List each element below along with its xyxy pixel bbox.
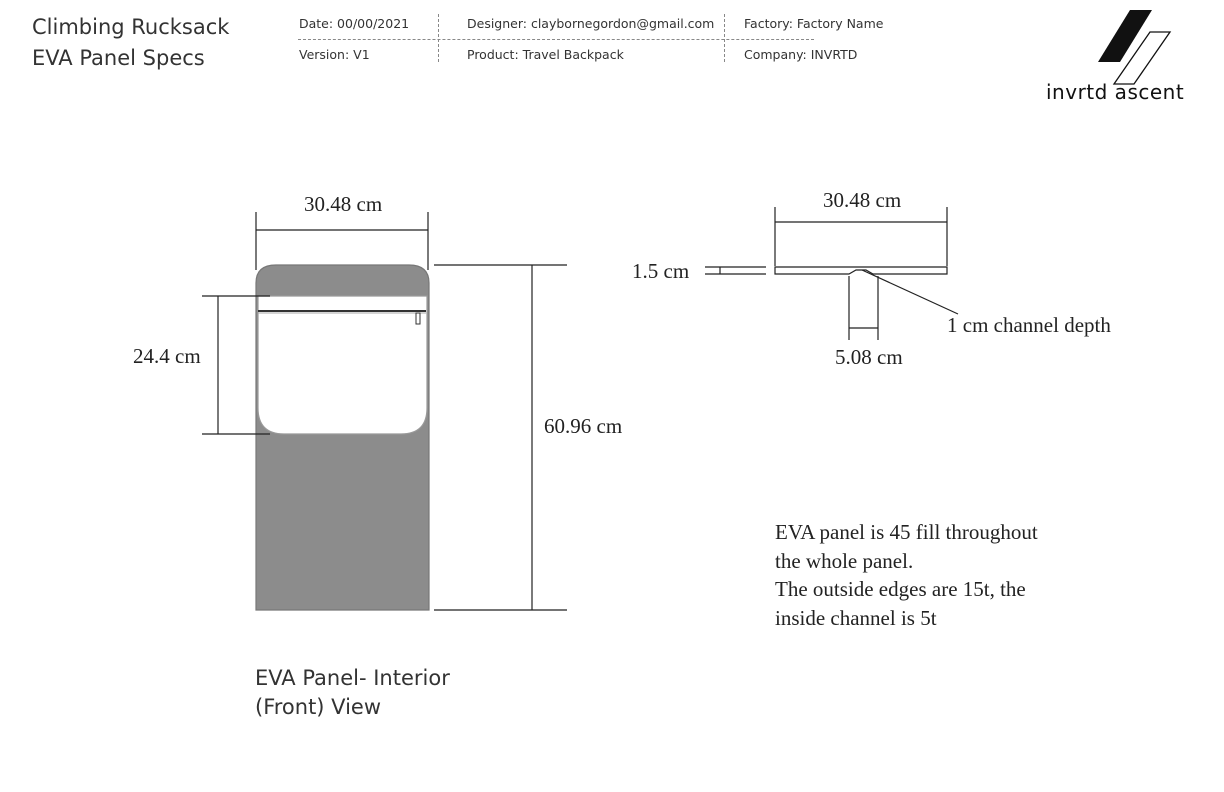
title-line-2: EVA Panel Specs [32, 46, 205, 70]
note-line-4: inside channel is 5t [775, 605, 937, 630]
date-field: Date: 00/00/2021 [299, 16, 410, 31]
logo-text: invrtd ascent [1046, 80, 1185, 104]
designer-field: Designer: claybornegordon@gmail.com [467, 16, 715, 31]
note-line-1: EVA panel is 45 fill throughout [775, 520, 1038, 544]
caption-line-2: (Front) View [255, 695, 382, 719]
panel-pocket [258, 296, 427, 434]
leader-line [862, 270, 958, 314]
front-height-label: 60.96 cm [544, 414, 623, 438]
zipper-pull-icon [416, 313, 420, 324]
caption-line-1: EVA Panel- Interior [255, 666, 450, 690]
version-field: Version: V1 [299, 47, 370, 62]
channel-depth-label: 1 cm channel depth [947, 313, 1111, 337]
note-line-3: The outside edges are 15t, the [775, 577, 1026, 601]
channel-width-label: 5.08 cm [835, 345, 903, 369]
front-width-label: 30.48 cm [304, 192, 383, 216]
side-width-label: 30.48 cm [823, 188, 902, 212]
spec-notes [775, 518, 1155, 632]
note-line-2: the whole panel. [775, 548, 914, 573]
panel-side-profile [775, 267, 947, 274]
view-caption [255, 664, 450, 722]
title-line-1: Climbing Rucksack [32, 15, 230, 39]
product-field: Product: Travel Backpack [467, 47, 624, 62]
pocket-height-label: 24.4 cm [133, 344, 201, 368]
thickness-label: 1.5 cm [632, 259, 690, 283]
company-field: Company: INVRTD [744, 47, 858, 62]
factory-field: Factory: Factory Name [744, 16, 884, 31]
